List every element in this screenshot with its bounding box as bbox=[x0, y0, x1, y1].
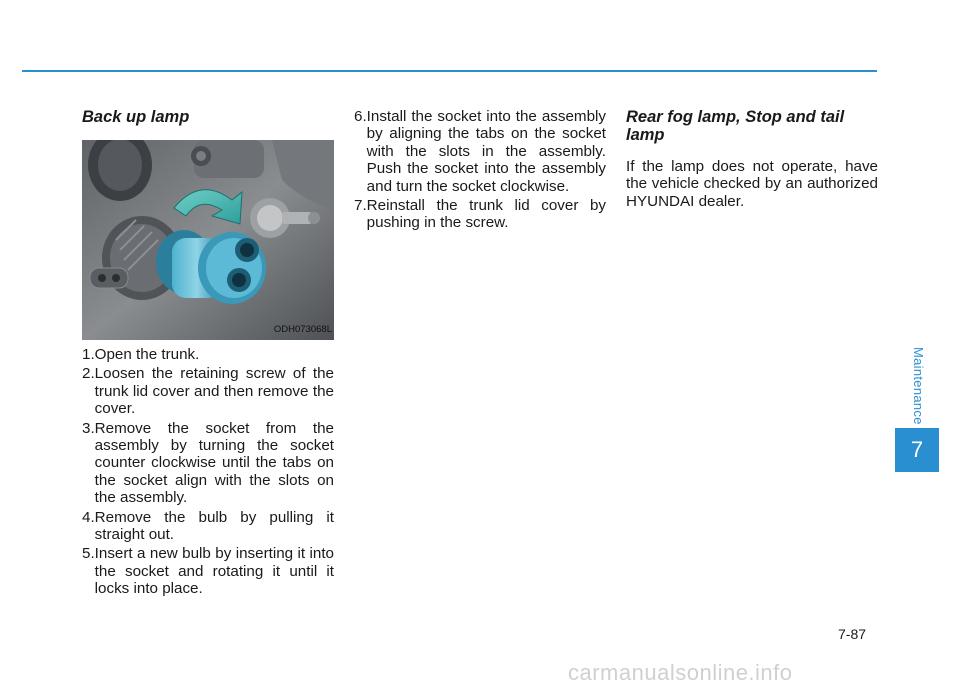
step-item bbox=[82, 420, 334, 507]
image-code: ODH073068L bbox=[273, 323, 332, 335]
step-text: Open the trunk. bbox=[94, 346, 200, 363]
step-number: 4. bbox=[82, 508, 95, 526]
step-item bbox=[354, 108, 606, 195]
steps-list-2 bbox=[354, 108, 606, 232]
step-item bbox=[82, 509, 334, 544]
step-text: Remove the socket from the assembly by turning the socket counter clockwise until the tabs on the socket align with the slots on the assembly. bbox=[94, 419, 334, 507]
rear-fog-lamp-body: If the lamp does not operate, have the vehicle checked by an authorized HYUNDAI dealer. bbox=[626, 158, 878, 210]
step-number: 7. bbox=[354, 197, 367, 215]
socket-illustration bbox=[82, 140, 334, 340]
column-steps-continued bbox=[354, 108, 606, 234]
top-rule bbox=[22, 70, 877, 72]
section-heading-back-up-lamp: Back up lamp bbox=[82, 108, 190, 126]
step-text: Insert a new bulb by inserting it into the socket and rotating it until it locks into place. bbox=[94, 545, 334, 598]
page-number: 7-87 bbox=[838, 626, 867, 642]
step-text: Remove the bulb by pulling it straight out. bbox=[94, 508, 334, 544]
steps-list-1 bbox=[82, 346, 334, 598]
step-number: 1. bbox=[82, 346, 95, 363]
step-text: Install the socket into the assembly by aligning the tabs on the socket with the slots in the assembly. Push the socket into the assembly and turn the socket clockwise. bbox=[366, 108, 606, 195]
step-number: 6. bbox=[354, 108, 367, 125]
chapter-side-label: Maintenance bbox=[911, 347, 926, 425]
step-number: 3. bbox=[82, 419, 95, 437]
step-text: Reinstall the trunk lid cover by pushing in the screw. bbox=[366, 197, 606, 232]
section-heading-rear-fog-lamp: Rear fog lamp, Stop and tail lamp bbox=[626, 108, 845, 144]
step-text: Loosen the retaining screw of the trunk lid cover and then remove the cover. bbox=[94, 365, 334, 418]
column-back-up-lamp bbox=[82, 108, 334, 600]
step-item bbox=[82, 545, 334, 597]
step-item bbox=[354, 197, 606, 232]
step-item bbox=[82, 365, 334, 417]
watermark: carmanualsonline.info bbox=[568, 660, 793, 685]
chapter-tab: 7 bbox=[895, 428, 939, 472]
column-rear-fog-lamp bbox=[626, 108, 878, 210]
step-item bbox=[82, 346, 334, 363]
step-number: 2. bbox=[82, 365, 95, 383]
step-number: 5. bbox=[82, 545, 95, 563]
socket-photo bbox=[82, 140, 334, 340]
